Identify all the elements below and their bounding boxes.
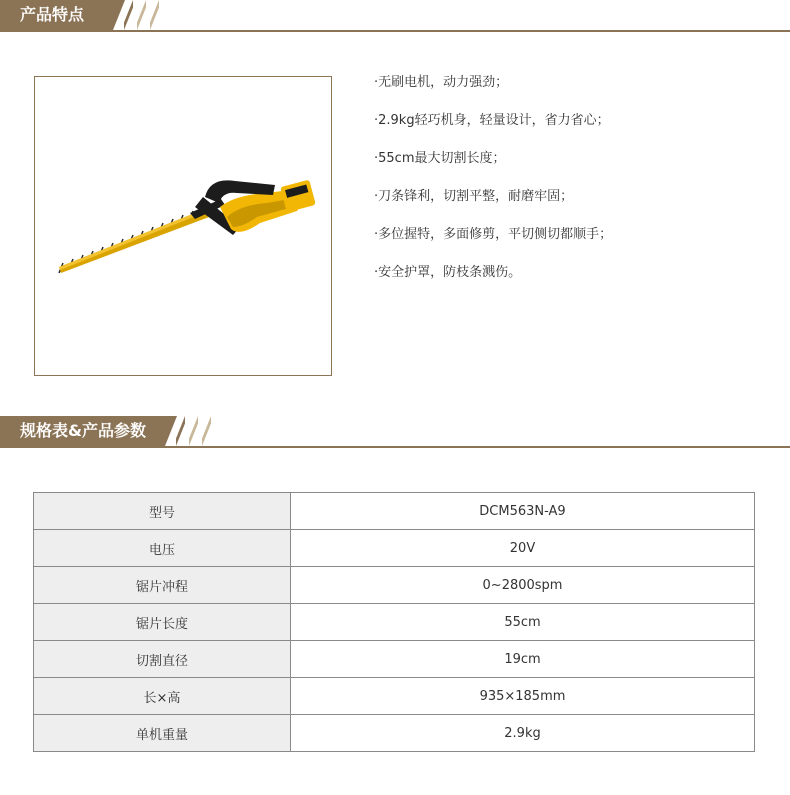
product-photo xyxy=(34,76,332,376)
table-row xyxy=(34,604,755,641)
spec-label: 单机重量 xyxy=(34,715,291,752)
hedge-trimmer-image xyxy=(35,77,331,375)
table-row xyxy=(34,493,755,530)
spec-value: 55cm xyxy=(291,604,755,641)
header-stripe xyxy=(176,416,185,446)
header-stripe xyxy=(150,0,159,30)
spec-label: 切割直径 xyxy=(34,641,291,678)
feature-item: ·55cm最大切割长度； xyxy=(374,151,506,166)
spec-value: 19cm xyxy=(291,641,755,678)
header-stripe xyxy=(189,416,198,446)
spec-value: DCM563N-A9 xyxy=(291,493,755,530)
specs-section-header xyxy=(0,416,790,450)
header-divider xyxy=(0,446,790,448)
header-stripe xyxy=(137,0,146,30)
features-list xyxy=(374,72,774,300)
features-section-header xyxy=(0,0,790,34)
spec-value: 935×185mm xyxy=(291,678,755,715)
specs-table xyxy=(33,492,755,752)
spec-value: 2.9kg xyxy=(291,715,755,752)
table-row xyxy=(34,678,755,715)
header-stripe xyxy=(124,0,133,30)
table-row xyxy=(34,567,755,604)
table-row xyxy=(34,641,755,678)
spec-label: 型号 xyxy=(34,493,291,530)
specs-section-title: 规格表&产品参数 xyxy=(20,421,146,440)
spec-label: 锯片冲程 xyxy=(34,567,291,604)
feature-item: ·2.9kg轻巧机身，轻量设计，省力省心； xyxy=(374,113,610,128)
spec-value: 0~2800spm xyxy=(291,567,755,604)
table-row xyxy=(34,530,755,567)
feature-item: ·多位握特，多面修剪，平切侧切都顺手； xyxy=(374,227,613,242)
table-row xyxy=(34,715,755,752)
feature-item: ·安全护罩，防枝条溅伤。 xyxy=(374,265,522,280)
spec-value: 20V xyxy=(291,530,755,567)
spec-label: 长×高 xyxy=(34,678,291,715)
features-section-title: 产品特点 xyxy=(20,5,85,24)
feature-item: ·刀条锋利，切割平整，耐磨牢固； xyxy=(374,189,574,204)
spec-label: 锯片长度 xyxy=(34,604,291,641)
spec-label: 电压 xyxy=(34,530,291,567)
header-stripe xyxy=(202,416,211,446)
feature-item: ·无刷电机，动力强劲； xyxy=(374,75,509,90)
header-divider xyxy=(0,30,790,32)
